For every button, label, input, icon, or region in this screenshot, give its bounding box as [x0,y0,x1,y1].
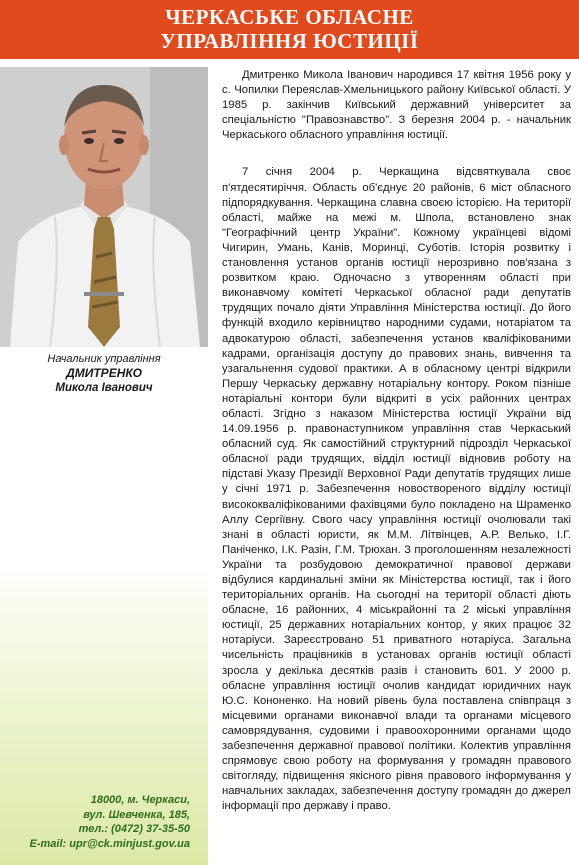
caption-surname: ДМИТРЕНКО [66,366,142,380]
page-header [0,0,579,59]
contact-block [0,793,190,851]
contact-phone: тел.: (0472) 37-35-50 [78,823,190,835]
contact-email[interactable]: E-mail: upr@ck.minjust.gov.ua [29,837,190,850]
article-body [222,68,571,815]
sidebar [0,59,208,865]
header-title-line2: УПРАВЛІННЯ ЮСТИЦІЇ [160,29,419,53]
header-title-line1: ЧЕРКАСЬКЕ ОБЛАСНЕ [165,5,414,29]
history-paragraph: 7 січня 2004 р. Черкащина відсвяткувала своє п'ятдесятиріччя. Область об'єднує 20 районів, 6 міст обласного підпорядкування. Черкащина славна своєю історією. На території області, майже на межі м. Шпола, встановлено знак "Географічний центр України". Кожному українцеві відомі Чигирин, Умань, Канів, Моринці, Суботів. Історія розвитку і становлення установ органів юстиції нерозривно пов'язана з розвитком краю. Одночасно з утворенням області при виконавчому комітеті Черкаської обласної ради депутатів трудящих почало діяти Управління Міністерства юстиції. До його функцій входило керівництво народними судами, нотаріатом та адвокатурою області, забезпечення установ кваліфікованими кадрами, організація доступу до правових знань, вивчення та узагальнення судової практики. А в обласному центрі відкрили Першу Черкаську державну нотаріальну контору. Роком пізніше нотаріальні контори були відкриті в усіх районних центрах області. Згідно з наказом Міністерства юстиції України від 14.09.1956 р. правонаступником управління став Черкаський обласний суд. Як самостійний структурний підрозділ Черкаської обласної ради трудящих, відділ юстиції відновив роботу на підставі Указу Президії Верховної Ради депутатів трудящих лише у січні 1971 р. Забезпечення новоствореного відділу юстиції висококваліфікованими фахівцями було покладено на Шраменко Аллу Сергіївну. Свого часу управління юстиції очолювали такі знані в області юристи, як М.М. Літвінцев, А.Р. Велько, І.Г. Паніченко, І.К. Разін, Г.М. Трюхан. З проголошенням незалежності України та розбудовою демократичної правової держави відбулися кардинальні зміни як Міністерства юстиції, так і його територіальних органів. На сьогодні на території області діють обласне, 16 районних, 4 міськрайонні та 2 міські управління юстиції, 25 державних нотаріальних контор, у яких працює 32 нотаріуси. Зареєстровано 51 приватного нотаріуса. Загальна чисельність працівників в установах органів юстиції області зросла у декілька десятків разів і становить 601. У 2000 р. обласне управління юстиції очолив кандидат юридичних наук Ю.С. Кононенко. На новий рівень була поставлена співпраця з місцевими органами виконавчої влади та органами місцевого самоврядування, судовими і правоохоронними органами щодо забезпечення державної правової політики. Колектив управління спрямовує свою роботу на формування у громадян правового світогляду, підвищення якісного рівня правового інформування у навчальних закладах, забезпечення доступу громадян до джерел інформації про державу і право. [222,166,571,813]
contact-panel [0,559,208,865]
contact-address-city: 18000, м. Черкаси, [90,794,190,806]
bio-paragraph: Дмитренко Микола Іванович народився 17 квітня 1956 року у с. Чопилки Переяслав-Хмельницького району Київської області. У 1985 р. закінчив Київський державний університет за спеціальністю "Правознавство". З березня 2004 р. - начальник Черкаського обласного управління юстиції. [222,69,571,142]
contact-address-street: вул. Шевченка, 185, [83,808,190,821]
portrait-photo [0,67,208,347]
caption-role: Начальник управління [47,353,161,365]
caption-given-names: Микола Іванович [55,382,153,394]
portrait-caption [0,353,208,395]
